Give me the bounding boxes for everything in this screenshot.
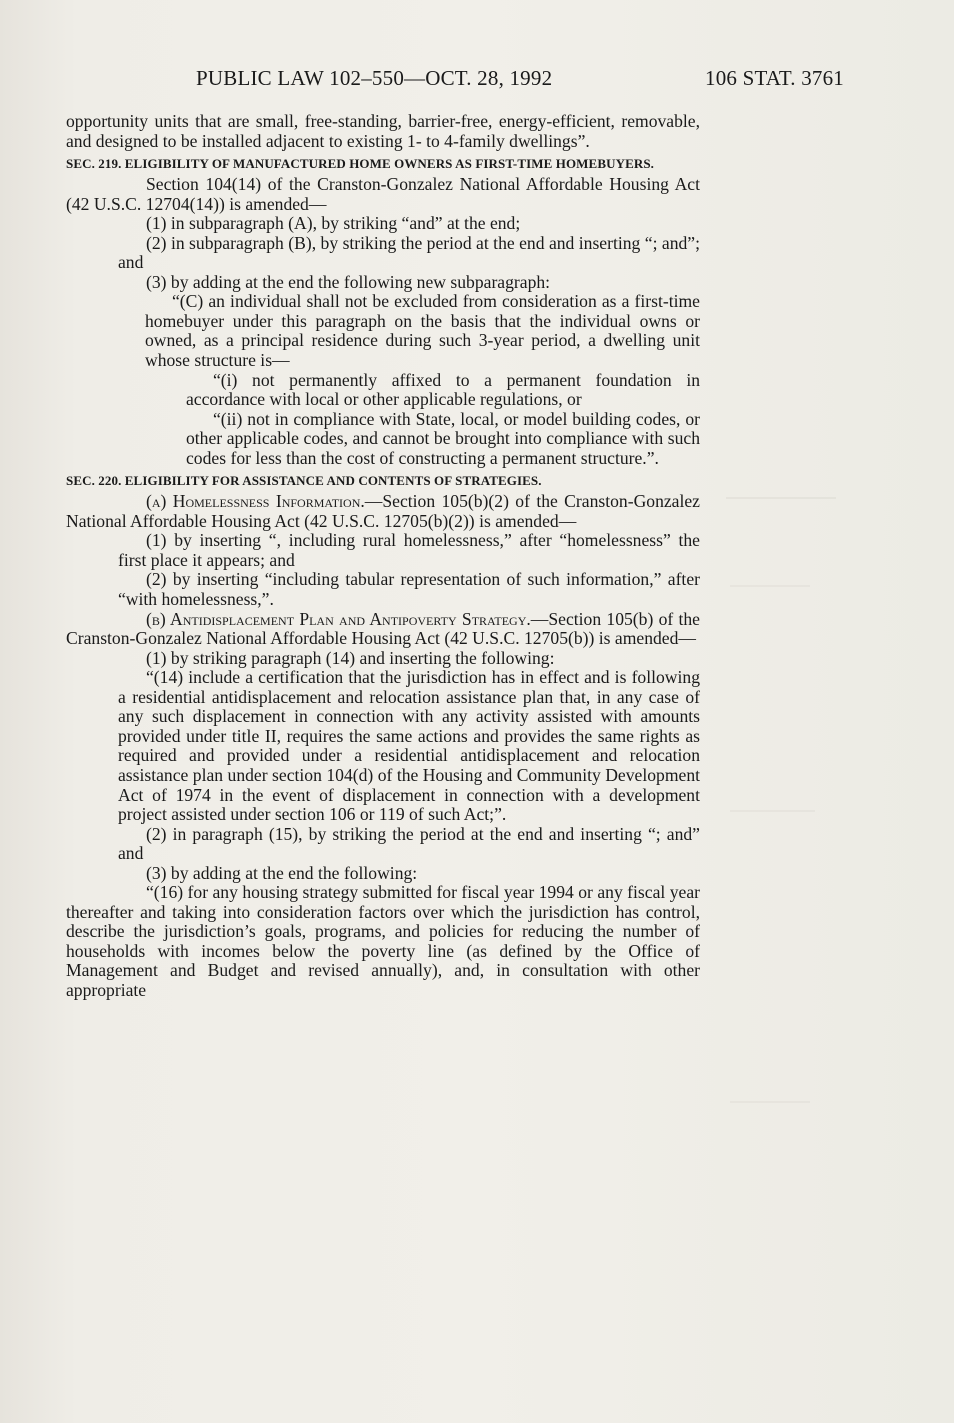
paragraph-item: (2) by inserting “including tabular representation of such information,” after “with homelessness,”. [118,569,700,610]
bleed-through-mark [726,497,836,499]
document-body [66,112,700,1001]
paragraph-quoted-14: “(14) include a certification that the jurisdiction has in effect and is following a residential antidisplacement and relocation assistance plan that, in any case of any such displacement in connection with any activity assisted with amounts provided under title II, requires the same actions and provides the same rights as required and provided under a residential antidisplacement and relocation assistance plan under section 104(d) of the Housing and Community Development Act of 1974 in the event of displacement in connection with a development project assisted under section 106 or 119 of such Act;”. [118,667,700,825]
subsection-heading: (a) Homelessness Information. [146,491,365,512]
paragraph-subsection-a [66,492,700,531]
section-heading-220: SEC. 220. ELIGIBILITY FOR ASSISTANCE AND CONTENTS OF STRATEGIES. [66,473,542,489]
bleed-through-mark [730,1101,810,1103]
paragraph-quoted-16: “(16) for any housing strategy submitted for fiscal year 1994 or any fiscal year thereafter and taking into consideration factors over which the jurisdiction has control, describe the jurisdiction’s goals, programs, and policies for reducing the number of households with incomes below the poverty line (as defined by the Office of Management and Budget and revised annually), and, in consultation with other appropriate [66,882,700,1000]
subsection-heading: (b) Antidisplacement Plan and Antipoverty Strategy. [146,608,531,629]
paragraph-item: (1) by striking paragraph (14) and inserting the following: [146,647,555,668]
paragraph-item: (3) by adding at the end the following new subparagraph: [146,271,551,292]
paragraph-clause-ii: “(ii) not in compliance with State, local, or model building codes, or other applicable codes, and cannot be brought into compliance with such codes for less than the cost of constructing a permanent structure.”. [186,408,700,468]
paragraph-item: (1) by inserting “, including rural homelessness,” after “homelessness” the first place it appears; and [118,530,700,570]
section-heading-219: SEC. 219. ELIGIBILITY OF MANUFACTURED HOME OWNERS AS FIRST-TIME HOMEBUYERS. [66,156,655,172]
paragraph-clause-i: “(i) not permanently affixed to a permanent foundation in accordance with local or other applicable regulations, or [186,369,700,410]
header-stat-page: 106 STAT. 3761 [705,66,844,90]
subsection-text: —Section 105(b) of the Cranston-Gonzalez National Affordable Housing Act (42 U.S.C. 12705(b)) is amended— [66,608,700,649]
paragraph-item: (1) in subparagraph (A), by striking “and” at the end; [146,213,521,234]
header-title: PUBLIC LAW 102–550—OCT. 28, 1992 [196,66,553,90]
subsection-text: —Section 105(b)(2) of the Cranston-Gonzalez National Affordable Housing Act (42 U.S.C. 12705(b)(2)) is amended— [66,491,700,531]
bleed-through-mark [730,810,815,812]
paragraph-item: (3) by adding at the end the following: [146,862,418,883]
paragraph-subparagraph-c: “(C) an individual shall not be excluded from consideration as a first-time homebuyer under this paragraph on the basis that the individual owns or owned, as a principal residence during such 3-year period, a dwelling unit whose structure is— [145,291,700,371]
paragraph-continuation: opportunity units that are small, free-standing, barrier-free, energy-efficient, removable, and designed to be installed adjacent to existing 1- to 4-family dwellings”. [66,111,700,151]
paragraph-subsection-b [66,610,700,649]
paragraph-item: (2) in subparagraph (B), by striking the period at the end and inserting “; and”; and [118,232,700,273]
bleed-through-mark [730,585,810,587]
paragraph-section-219-intro: Section 104(14) of the Cranston-Gonzalez National Affordable Housing Act (42 U.S.C. 12704(14)) is amended— [66,174,700,214]
paragraph-item: (2) in paragraph (15), by striking the period at the end and inserting “; and” and [118,823,700,864]
